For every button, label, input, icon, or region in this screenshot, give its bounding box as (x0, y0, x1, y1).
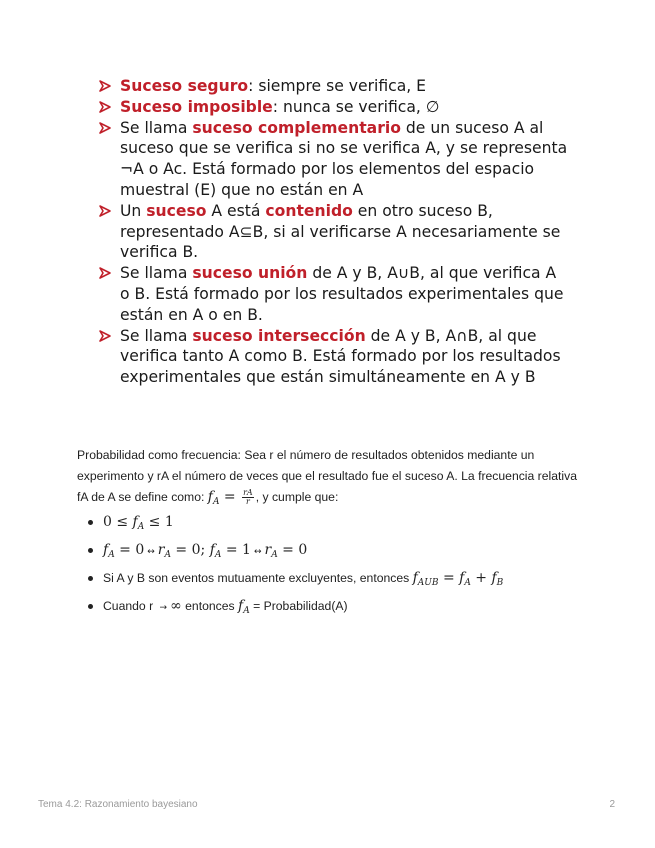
bullet-dot (88, 604, 93, 609)
page-number: 2 (609, 799, 615, 810)
property-list (85, 508, 585, 620)
footer-title: Tema 4.2: Razonamiento bayesiano (38, 799, 198, 810)
concept-text: A está (206, 201, 266, 220)
concept-text: Se llama (120, 326, 193, 345)
list-item: $f_A = 0$ ↔ $r_A = 0$; $f_A = 1$ ↔ $r_A = 0$ (85, 536, 585, 564)
list-item: Si A y B son eventos mutuamente excluyentes, entonces $f_{AUB} = f_A + f_B$ (85, 564, 585, 592)
highlighted-term: suceso intersección (192, 326, 366, 345)
fraction: $\frac{rA}{r}$ (243, 488, 253, 507)
bullet-dot (88, 576, 93, 581)
concept-text: en otro suceso B, representado A⊆B, si al verificarse A necesariamente se verifica B. (120, 201, 561, 262)
concept-item (98, 263, 568, 325)
concept-item (98, 326, 568, 388)
concept-text: : nunca se verifica, ∅ (272, 97, 440, 116)
arrow-bullet-icon (98, 329, 112, 343)
bullet-dot (88, 548, 93, 553)
paragraph-text: Probabilidad como frecuencia: Sea r el número de resultados obtenidos mediante un experimento y rA el número de veces que el resultado fue el suceso A. La frecuencia relativa fA de A se define como: (77, 448, 577, 504)
concept-item (98, 76, 568, 97)
infinity-symbol: ∞ (170, 598, 182, 614)
highlighted-term: suceso complementario (192, 118, 401, 137)
arrow-bullet-icon (98, 121, 112, 135)
concept-list (98, 76, 568, 388)
frequency-paragraph: Probabilidad como frecuencia: Sea r el número de resultados obtenidos mediante un experimento y rA el número de veces que el resultado fue el suceso A. La frecuencia relativa fA de A se define como: $f_A$ = $\frac{rA}{r}$ , y cumple que: (77, 448, 577, 507)
concept-text: Se llama (120, 118, 193, 137)
arrow-bullet-icon (98, 266, 112, 280)
highlighted-term: contenido (265, 201, 353, 220)
paragraph-tail: , y cumple que: (255, 490, 339, 504)
list-item: $0 \le f_A \le 1$ (85, 508, 585, 536)
formula-f: $f_A$ (207, 489, 220, 507)
iff-arrow-icon: ↔ (147, 547, 155, 557)
concept-text: : siempre se verifica, E (248, 77, 427, 95)
concept-text: de un suceso A al suceso que se verifica si no se verifica A, y se representa ¬A o Ac. Está formado por los elementos del espacio muestral (E) que no están en A (120, 118, 568, 199)
arrow-bullet-icon (98, 100, 112, 114)
concept-text: de A y B, A∪B, al que verifica A o B. Está formado por los resultados experimentales que están en A o en B. (120, 264, 564, 324)
highlighted-term: suceso (146, 201, 207, 220)
arrow-bullet-icon (98, 204, 112, 218)
highlighted-term: Suceso imposible (120, 97, 273, 116)
concept-text: Un (120, 201, 147, 220)
list-item: Cuando r → ∞ entonces $f_A$ = Probabilidad(A) (85, 592, 585, 620)
concept-item (98, 97, 568, 118)
iff-arrow-icon: ↔ (253, 547, 262, 557)
concept-item (98, 201, 568, 263)
arrow-bullet-icon (98, 79, 112, 93)
highlighted-term: Suceso seguro (120, 77, 249, 95)
concept-text: de A y B, A∩B, al que verifica tanto A como B. Está formado por los resultados experimentales que están simultáneamente en A y B (120, 326, 561, 387)
arrow-right-icon: → (159, 603, 168, 613)
bullet-dot (88, 520, 93, 525)
highlighted-term: suceso unión (192, 264, 308, 283)
concept-item (98, 118, 568, 201)
concept-text: Se llama (120, 264, 193, 283)
